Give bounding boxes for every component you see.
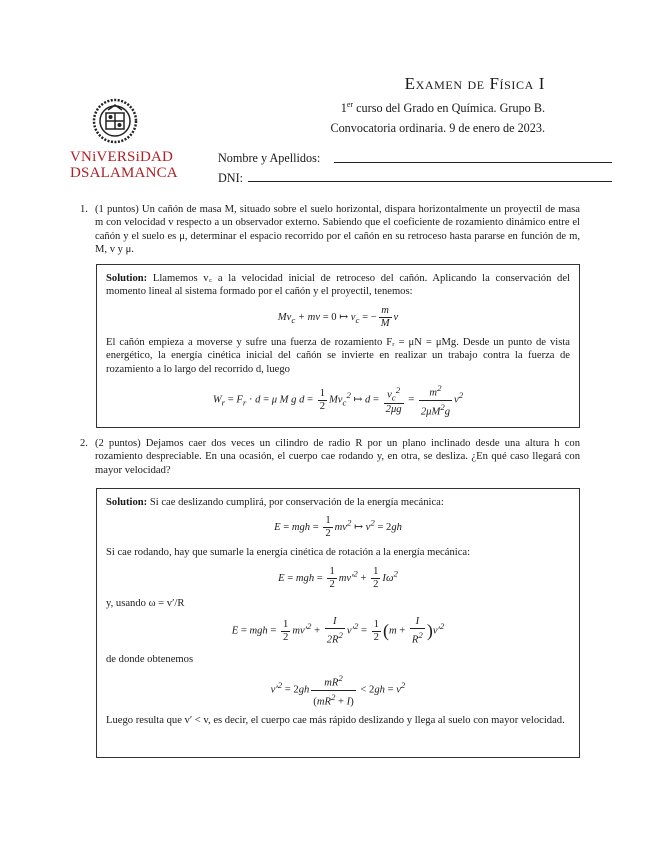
solution-paragraph: Luego resulta que v′ < v, es decir, el cuerpo cae más rápido deslizando y llega al suelo con mayor velocidad. [106,715,565,727]
question-text: (1 puntos) Un cañón de masa M, situado sobre el suelo horizontal, dispara horizontalmente un proyectil de masa m con velocidad v respecto a un observador externo. Sabiendo que el coeficiente de rozamiento dinámico entre el cañón y el suelo es μ, determinar el espacio recorrido por el cañón en su retroceso hasta pararse en función de m, M, v y μ. [95,204,580,256]
call-line: Convocatoria ordinaria. 9 de enero de 2023. [330,121,545,135]
solution-box-1 [96,264,580,428]
solution-paragraph: de donde obtenemos [106,653,194,665]
exam-title: Examen de Física I [404,74,545,93]
solution-paragraph: Si cae rodando, hay que sumarle la energía cinética de rotación a la energía mecánica: [106,547,471,559]
solution-paragraph: Llamemos v꜀ a la velocidad inicial de retroceso del cañón. Aplicando la conservación del momento lineal al sistema formado por el cañón y el proyectil, tenemos: [106,273,570,298]
question-number: 2. [80,438,88,449]
university-logo-text [70,149,178,181]
university-name-line1: VNiVERSiDAD [70,149,174,165]
solution-paragraph: El cañón empieza a moverse y sufre una fuerza de rozamiento Fᵣ = μN = μMg. Desde un punto de vista energético, la energía cinética inicial del cañón se invierte en realizar un trabajo contra la fuerza de rozamiento a lo largo del recorrido d, luego [106,336,570,375]
question-text: (2 puntos) Dejamos caer dos veces un cilindro de radio R por un plano inclinado desde una altura h con rozamiento despreciable. En una ocasión, el cuerpo cae rodando y, en otra, se desliza. ¿En qué caso llegará con mayor velocidad? [95,438,580,476]
university-seal-icon [92,98,138,144]
university-name-line2: DSALAMANCA [70,165,178,181]
solution-paragraph: y, usando ω = v′/R [106,597,185,609]
equation-work: $W_r = F_r \cdot d = \mu$ M g d = $\frac{1}{2}$ $Mv_c^2$ ↦ d = $\frac{v_c^2}{2\mu g}$ = $\frac{m^2}{2\mu M^2g}$ $v^2$ [212,383,464,418]
question-1 [80,203,580,257]
equation-sliding: E = mgh = $\frac{1}{2}$ $mv^2$ ↦ $v^2 = 2gh$ [274,515,402,540]
question-2 [80,437,580,477]
solution-label: Solution: [106,497,148,508]
solution-paragraph: Si cae deslizando cumplirá, por conservación de la energía mecánica: [149,497,444,508]
equation-rolling: E = mgh = $\frac{1}{2}$ $mv'^2$ + $\frac{1}{2}$ $I\omega^2$ [278,565,398,590]
solution-box-2 [96,488,580,758]
equation-momentum: $Mv_c$ + mv = 0 ↦ $v_c$ = − $\frac{m}{M}$ v [277,304,399,329]
equation-result: $v'^2 = 2gh$ $\frac{mR^2}{(mR^2 + I)}$ < $2gh = v^2$ [270,673,406,708]
dni-label: DNI: [218,171,244,185]
dni-field[interactable] [248,181,612,182]
question-number: 1. [80,204,88,215]
equation-rolling-expanded: E = mgh = $\frac{1}{2}$ $mv'^2$ + $\frac{I}{2R^2}$ $v'^2$ = $\frac{1}{2}$ (m + $\frac{I}{R^2}$ )$v'^2$ [231,616,445,646]
name-label: Nombre y Apellidos: [218,151,321,165]
course-line: 1er curso del Grado en Química. Grupo B. [340,100,545,116]
solution-label: Solution: [106,273,148,284]
name-field[interactable] [334,162,612,163]
